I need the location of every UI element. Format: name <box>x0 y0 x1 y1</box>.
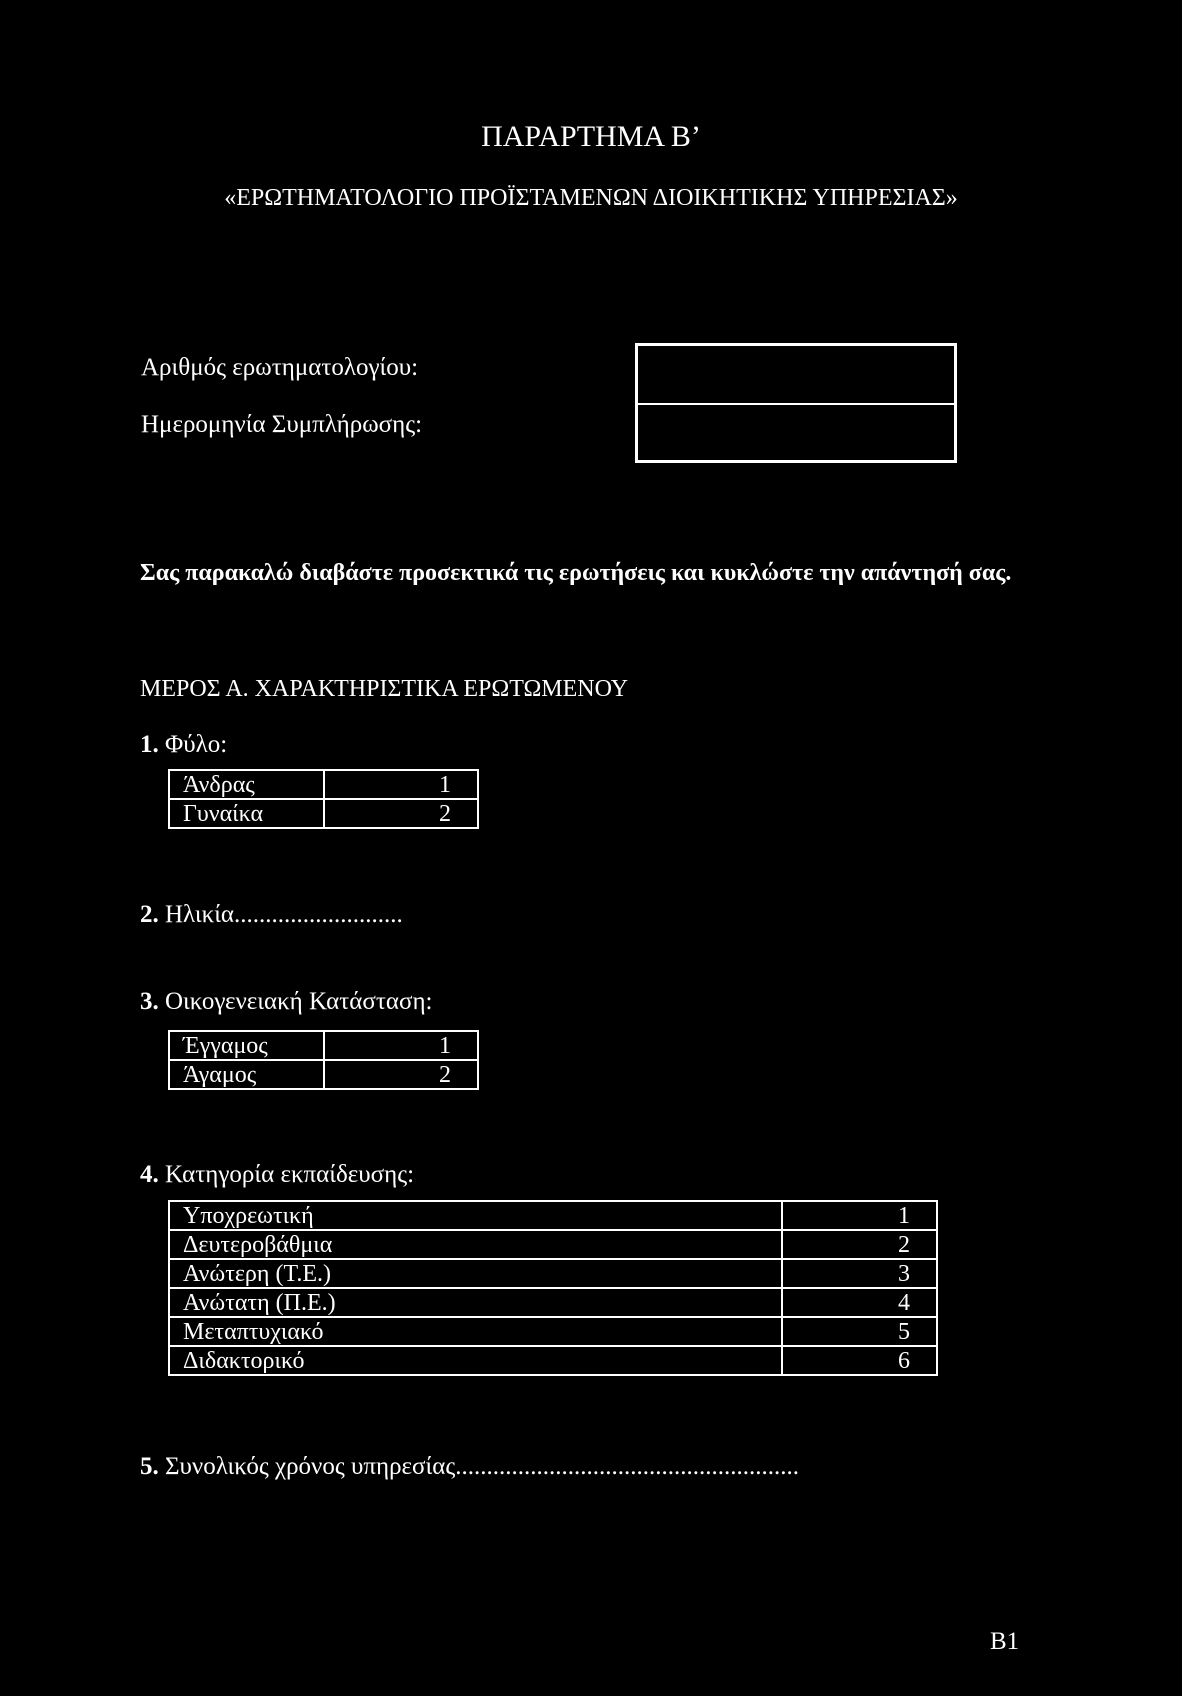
option-label: Διδακτορικό <box>169 1346 782 1375</box>
table-row[interactable] <box>169 1230 937 1259</box>
q3-heading <box>140 987 432 1017</box>
instructions: Σας παρακαλώ διαβάστε προσεκτικά τις ερωτήσεις και κυκλώστε την απάντησή σας. <box>140 560 1012 586</box>
option-code[interactable]: 1 <box>782 1201 937 1230</box>
completion-date-label: Ημερομηνία Συμπλήρωσης: <box>141 411 423 438</box>
option-label: Ανώτερη (Τ.Ε.) <box>169 1259 782 1288</box>
table-row[interactable] <box>169 1031 478 1060</box>
questionnaire-number-field[interactable] <box>638 346 954 403</box>
completion-date-field[interactable] <box>638 403 954 462</box>
q4-options-table <box>168 1200 938 1376</box>
q4-number: 4. <box>140 1161 159 1188</box>
page-number: Β1 <box>990 1628 1020 1655</box>
option-code[interactable]: 2 <box>324 799 478 828</box>
option-label: Μεταπτυχιακό <box>169 1317 782 1346</box>
q4-label: Κατηγορία εκπαίδευσης: <box>165 1161 415 1188</box>
option-code[interactable]: 6 <box>782 1346 937 1375</box>
option-code[interactable]: 2 <box>324 1060 478 1089</box>
table-row[interactable] <box>169 1201 937 1230</box>
table-row[interactable] <box>169 1346 937 1375</box>
table-row[interactable] <box>169 1317 937 1346</box>
option-label: Δευτεροβάθμια <box>169 1230 782 1259</box>
option-label: Ανώτατη (Π.Ε.) <box>169 1288 782 1317</box>
q4-heading <box>140 1160 414 1190</box>
q5-label: Συνολικός χρόνος υπηρεσίας....................................................... <box>165 1453 799 1480</box>
table-row[interactable] <box>169 1060 478 1089</box>
option-code[interactable]: 1 <box>324 1031 478 1060</box>
q2-label: Ηλικία........................... <box>165 901 403 928</box>
option-label: Υποχρεωτική <box>169 1201 782 1230</box>
q5-number: 5. <box>140 1453 159 1480</box>
q3-number: 3. <box>140 988 159 1015</box>
option-code[interactable]: 4 <box>782 1288 937 1317</box>
q5-heading <box>140 1452 799 1482</box>
q1-label: Φύλο: <box>165 731 228 758</box>
id-date-box <box>635 343 957 463</box>
q1-number: 1. <box>140 731 159 758</box>
q2-number: 2. <box>140 901 159 928</box>
section-a-title: ΜΕΡΟΣ Α. ΧΑΡΑΚΤΗΡΙΣΤΙΚΑ ΕΡΩΤΩΜΕΝΟΥ <box>140 676 629 702</box>
q2-heading <box>140 900 403 930</box>
table-row[interactable] <box>169 799 478 828</box>
questionnaire-number-label: Αριθμός ερωτηματολογίου: <box>141 354 419 381</box>
option-label: Άνδρας <box>169 770 324 799</box>
option-label: Άγαμος <box>169 1060 324 1089</box>
option-label: Έγγαμος <box>169 1031 324 1060</box>
option-code[interactable]: 1 <box>324 770 478 799</box>
option-code[interactable]: 5 <box>782 1317 937 1346</box>
q1-options-table <box>168 769 479 829</box>
option-code[interactable]: 2 <box>782 1230 937 1259</box>
q3-options-table <box>168 1030 479 1090</box>
option-code[interactable]: 3 <box>782 1259 937 1288</box>
q1-heading <box>140 730 227 760</box>
table-row[interactable] <box>169 770 478 799</box>
table-row[interactable] <box>169 1288 937 1317</box>
q3-label: Οικογενειακή Κατάσταση: <box>165 988 433 1015</box>
option-label: Γυναίκα <box>169 799 324 828</box>
appendix-title: ΠΑΡΑΡΤΗΜΑ Β’ <box>481 120 701 153</box>
questionnaire-title: «ΕΡΩΤΗΜΑΤΟΛΟΓΙΟ ΠΡΟΪΣΤΑΜΕΝΩΝ ΔΙΟΙΚΗΤΙΚΗΣ ΥΠΗΡΕΣΙΑΣ» <box>224 185 958 211</box>
table-row[interactable] <box>169 1259 937 1288</box>
